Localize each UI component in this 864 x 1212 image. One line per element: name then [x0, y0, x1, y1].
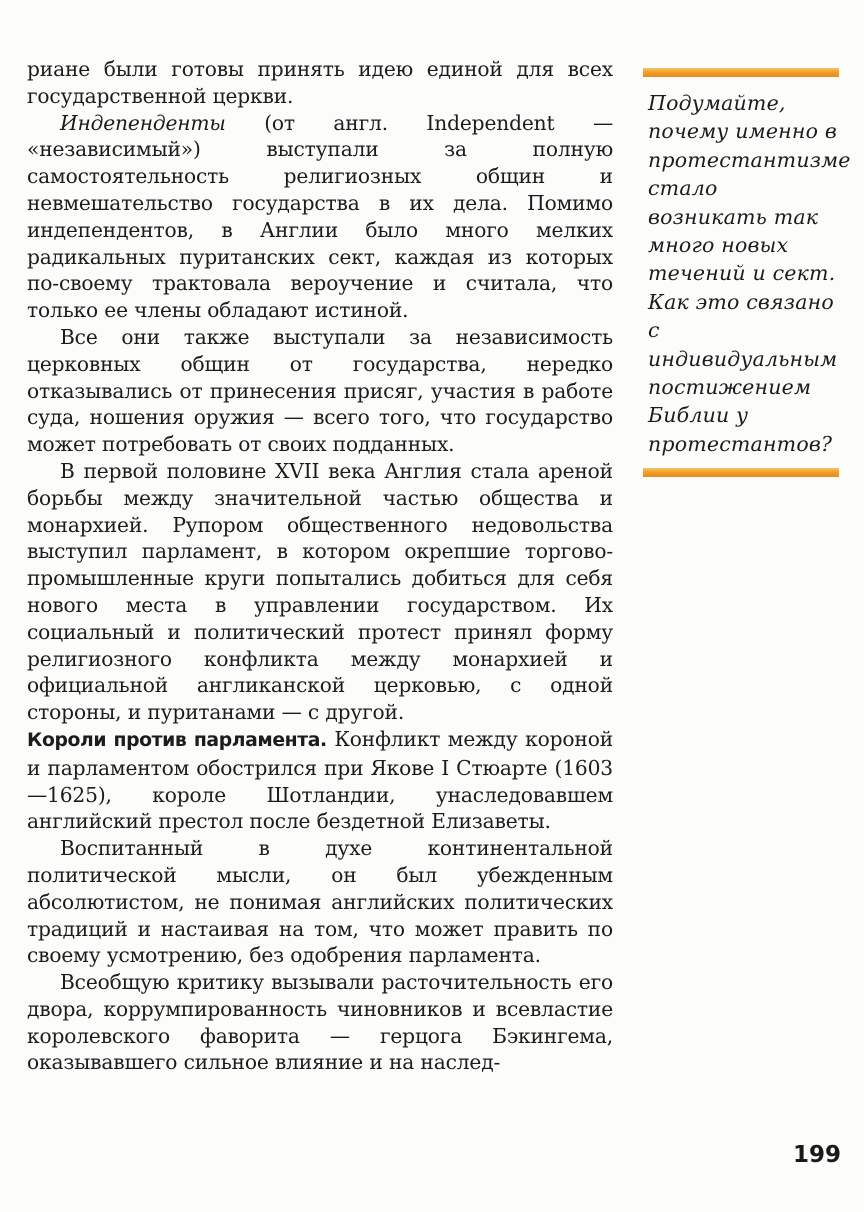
sidebar-question: Подумайте, почему именно в протестантизме стало возникать так много новых течений и сект. Как это связано с индивидуальным постижением Библии у протестантов?: [648, 91, 851, 456]
paragraph-6: Воспитанный в духе континентальной политической мысли, он был убежденным абсолютистом, не понимая английских политических традиций и настаивая на том, что может править по своему усмотрению, без одобрения парламента.: [27, 836, 613, 968]
main-text-column: [27, 56, 613, 1076]
sidebar-question-box: [643, 68, 851, 477]
page-number: 199: [793, 1142, 842, 1168]
paragraph-2: [27, 110, 613, 324]
paragraph-1: риане были готовы принять идею единой для всех государственной церкви.: [27, 57, 613, 108]
paragraph-7: Всеобщую критику вызывали расточительность его двора, коррумпированность чиновников и всевластие королевского фаворита — герцога Бэкингема, оказывавшего сильное влияние и на наслед-: [27, 970, 613, 1075]
paragraph-2-text: (от англ. Independent — «независимый») выступали за полную самостоятельность религиозных общин и невмешательство государства в их дела. Помимо индепендентов, в Англии было много мелких радикальных пуританских сект, каждая из которых по-своему трактовала вероучение и считала, что только ее члены обладают истиной.: [27, 110, 613, 323]
paragraph-5-text: Конфликт между короной и парламентом обострился при Якове I Стюарте (1603—1625), короле Шотландии, унаследовавшем английский престол после бездетной Елизаветы.: [27, 726, 613, 834]
section-heading: Короли против парламента.: [27, 729, 327, 751]
sidebar-top-bar: [643, 68, 839, 77]
paragraph-5: [27, 726, 613, 835]
term-independents: Индепенденты: [60, 110, 226, 135]
paragraph-3: Все они также выступали за независимость церковных общин от государства, нередко отказывались от принесения присяг, участия в работе суда, ношения оружия — всего того, что государство может потребовать от своих подданных.: [27, 324, 613, 457]
sidebar-bottom-bar: [643, 468, 839, 477]
paragraph-4: В первой половине XVII века Англия стала ареной борьбы между значительной частью общества и монархией. Рупором общественного недовольства выступил парламент, в котором окрепшие торгово-промышленные круги попытались добиться для себя нового места в управлении государством. Их социальный и политический протест принял форму религиозного конфликта между монархией и официальной англиканской церковью, с одной стороны, и пуританами — с другой.: [27, 458, 613, 725]
